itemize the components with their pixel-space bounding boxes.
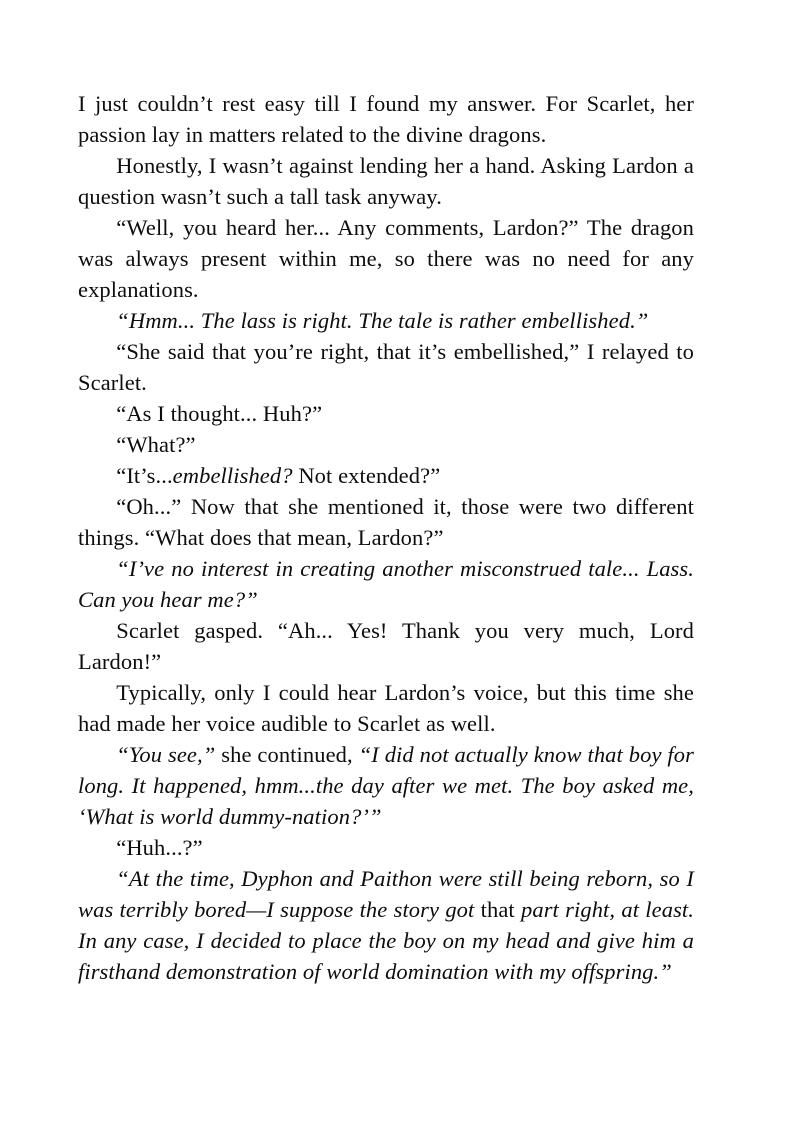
- text-run: “Huh...?”: [116, 835, 203, 860]
- text-run: she continued,: [215, 742, 359, 767]
- paragraph: [78, 832, 694, 863]
- text-run: I just couldn’t rest easy till I found my answer. For Scarlet, her passion lay in matters related to the divine dragons.: [78, 91, 694, 147]
- paragraph: [78, 88, 694, 150]
- paragraph: [78, 615, 694, 677]
- text-run: “It’s...: [116, 463, 173, 488]
- italic-text-run: embellished?: [172, 463, 293, 488]
- italic-text-run: part right, at least. In any case, I decided to place the boy on my head and give him a firsthand demonstration of world domination with my offspring.”: [78, 897, 695, 984]
- text-run: Scarlet gasped. “Ah... Yes! Thank you very much, Lord Lardon!”: [78, 618, 694, 674]
- italic-text-run: “Hmm... The lass is right. The tale is rather embellished.”: [116, 308, 649, 333]
- paragraph: [78, 677, 694, 739]
- book-text: [78, 88, 694, 987]
- italic-text-run: “You see,”: [116, 742, 216, 767]
- paragraph: [78, 460, 694, 491]
- paragraph: [78, 212, 694, 305]
- paragraph: [78, 491, 694, 553]
- text-run: that: [480, 897, 515, 922]
- text-run: “What?”: [116, 432, 196, 457]
- text-run: Not extended?”: [292, 463, 441, 488]
- paragraph: [78, 429, 694, 460]
- text-run: “Oh...” Now that she mentioned it, those were two different things. “What does that mean, Lardon?”: [78, 494, 694, 550]
- text-run: “Well, you heard her... Any comments, Lardon?” The dragon was always present within me, so there was no need for any explanations.: [78, 215, 694, 302]
- text-run: “As I thought... Huh?”: [116, 401, 323, 426]
- paragraph: [78, 553, 694, 615]
- paragraph: [78, 305, 694, 336]
- paragraph: [78, 336, 694, 398]
- italic-text-run: “I did not actually know that boy for long. It happened, hmm...the day after we met. The boy asked me, ‘What is world dummy-nation?’”: [78, 742, 694, 829]
- paragraph: [78, 739, 694, 832]
- text-run: Honestly, I wasn’t against lending her a hand. Asking Lardon a question wasn’t such a tall task anyway.: [78, 153, 694, 209]
- italic-text-run: “I’ve no interest in creating another misconstrued tale... Lass. Can you hear me?”: [78, 556, 694, 612]
- paragraph: [78, 863, 694, 987]
- text-run: Typically, only I could hear Lardon’s voice, but this time she had made her voice audible to Scarlet as well.: [78, 680, 694, 736]
- italic-text-run: “At the time, Dyphon and Paithon were still being reborn, so I was terribly bored—I suppose the story got: [78, 866, 694, 922]
- paragraph: [78, 150, 694, 212]
- text-run: “She said that you’re right, that it’s embellished,” I relayed to Scarlet.: [78, 339, 694, 395]
- paragraph: [78, 398, 694, 429]
